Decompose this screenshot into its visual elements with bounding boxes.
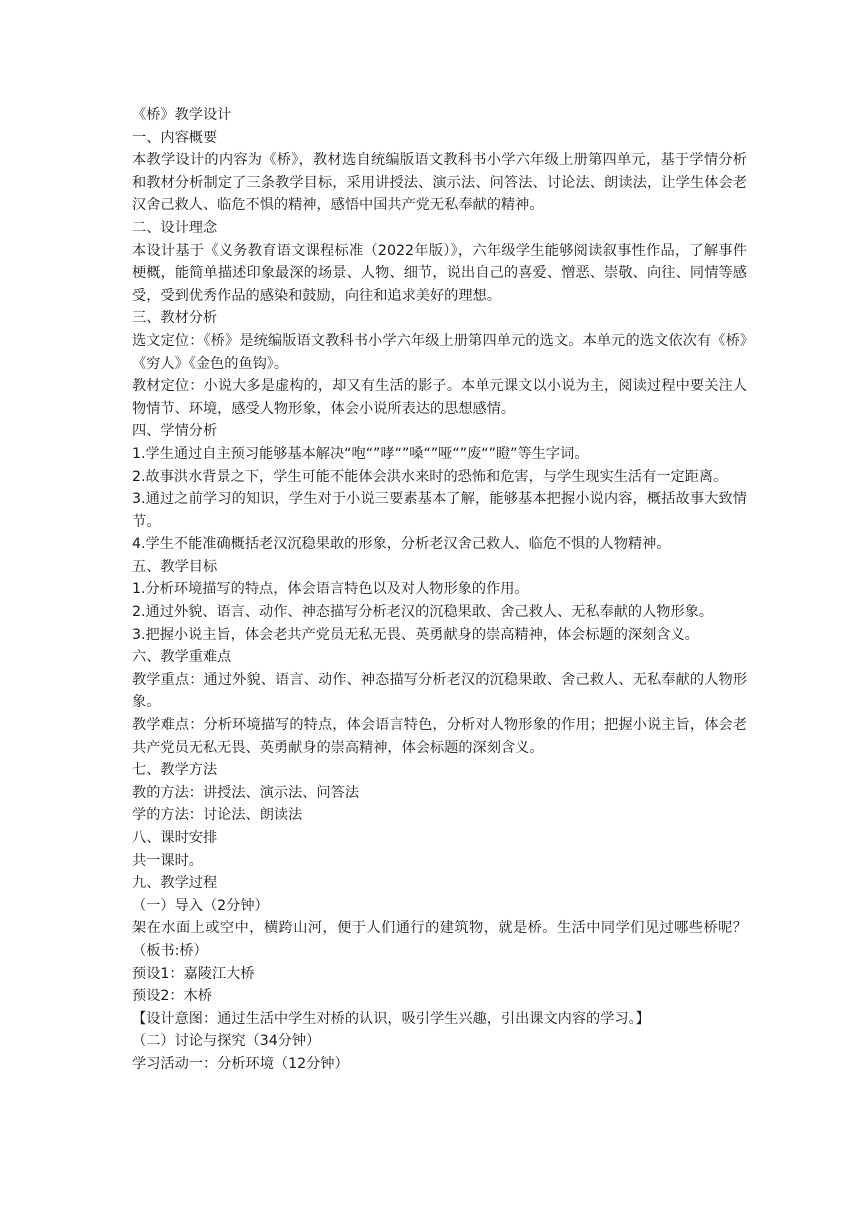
list-item: 1.分析环境描写的特点，体会语言特色以及对人物形象的作用。: [132, 581, 529, 598]
section-heading: 九、教学过程: [132, 875, 218, 892]
list-item: 2.通过外貌、语言、动作、神态描写分析老汉的沉稳果敢、舍己救人、无私奉献的人物形象。: [132, 604, 714, 621]
section-heading: 五、教学目标: [132, 558, 218, 575]
subsection-heading: （二）讨论与探究（34分钟）: [132, 1033, 321, 1050]
design-intent-note: 【设计意图：通过生活中学生对桥的认识，吸引学生兴趣，引出课文内容的学习。】: [132, 1010, 650, 1027]
list-item: 4.学生不能准确概括老汉沉稳果敢的形象，分析老汉舍己救人、临危不惧的人物精神。: [132, 536, 671, 553]
paragraph: 教学重点：通过外貌、语言、动作、神态描写分析老汉的沉稳果敢、舍己救人、无私奉献的人物形象。: [132, 671, 747, 711]
section-heading: 三、教材分析: [132, 310, 218, 327]
list-item: 2.故事洪水背景之下，学生可能不能体会洪水来时的恐怖和危害，与学生现实生活有一定距离。: [132, 468, 728, 485]
list-item: 3.通过之前学习的知识，学生对于小说三要素基本了解，能够基本把握小说内容，概括故事大致情节。: [132, 491, 747, 530]
paragraph: 教学难点：分析环境描写的特点，体会语言特色，分析对人物形象的作用；把握小说主旨，体会老共产党员无私无畏、英勇献身的崇高精神，体会标题的深刻含义。: [132, 717, 747, 756]
paragraph: 共一课时。: [132, 852, 203, 869]
section-heading: 八、课时安排: [132, 830, 218, 846]
paragraph: 教材定位：小说大多是虚构的，却又有生活的影子。本单元课文以小说为主，阅读过程中要关注人物情节、环境，感受人物形象，体会小说所表达的思想感情。: [132, 378, 747, 417]
paragraph: 学习活动一：分析环境（12分钟）: [132, 1055, 349, 1072]
paragraph: 预设2：木桥: [132, 988, 212, 1005]
paragraph: 选文定位：《桥》是统编版语文教科书小学六年级上册第四单元的选文。本单元的选文依次有《桥》《穷人》《金色的鱼钩》。: [132, 332, 747, 372]
paragraph: 本教学设计的内容为《桥》，教材选自统编版语文教科书小学六年级上册第四单元，基于学情分析和教材分析制定了三条教学目标，采用讲授法、演示法、问答法、讨论法、朗读法，让学生体会老汉舍己救人、临危不惧的精神，感悟中国共产党无私奉献的精神。: [132, 152, 747, 214]
paragraph: 学的方法：讨论法、朗读法: [132, 807, 303, 824]
paragraph: 本设计基于《义务教育语文课程标准（2022年版）》，六年级学生能够阅读叙事性作品，了解事件梗概，能简单描述印象最深的场景、人物、细节，说出自己的喜爱、憎恶、崇敬、向往、同情等感受，受到优秀作品的感染和鼓励，向往和追求美好的理想。: [132, 242, 747, 304]
subsection-heading: （一）导入（2分钟）: [132, 897, 269, 914]
section-heading: 二、设计理念: [132, 219, 218, 236]
paragraph: 预设1：嘉陵江大桥: [132, 965, 255, 982]
document-body: [132, 104, 747, 1076]
section-heading: 六、教学重难点: [132, 649, 232, 666]
paragraph: 教的方法：讲授法、演示法、问答法: [132, 784, 360, 801]
document-title: 《桥》教学设计: [132, 107, 232, 123]
section-heading: 七、教学方法: [132, 762, 218, 779]
section-heading: 一、内容概要: [132, 129, 218, 146]
list-item: 3.把握小说主旨，体会老共产党员无私无畏、英勇献身的崇高精神，体会标题的深刻含义。: [132, 626, 699, 643]
paragraph: 架在水面上或空中，横跨山河，便于人们通行的建筑物，就是桥。生活中同学们见过哪些桥呢？（板书:桥）: [132, 920, 747, 959]
section-heading: 四、学情分析: [132, 423, 218, 440]
list-item: 1.学生通过自主预习能够基本解决“咆“”哮“”嗓“”哑“”废“”瞪”等生字词。: [132, 445, 589, 462]
